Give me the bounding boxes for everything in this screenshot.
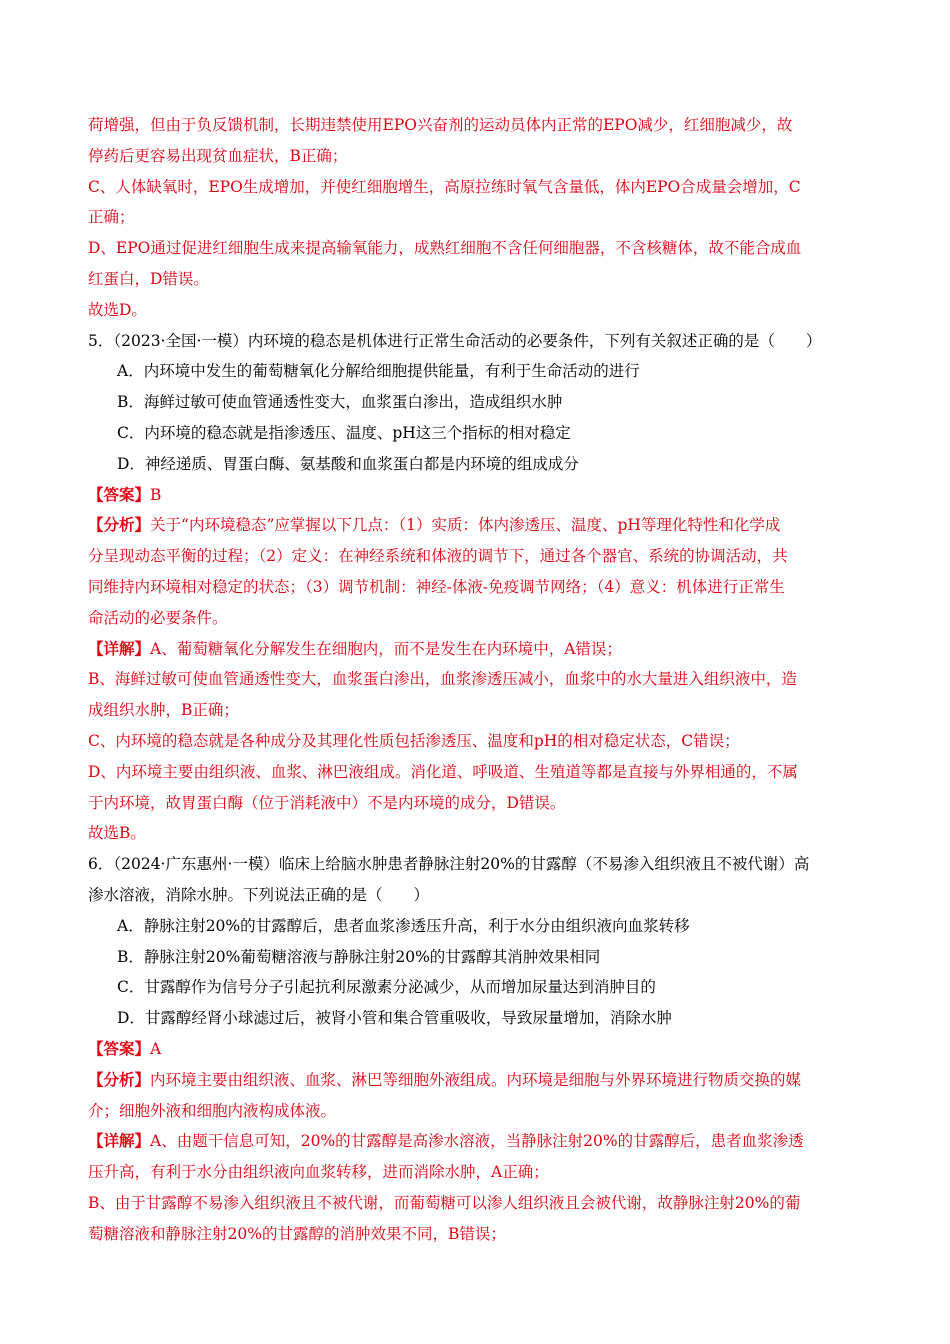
q5-detail-line: B、海鲜过敏可使血管通透性变大，血浆蛋白渗出，血浆渗透压减小，血浆中的水大量进入组织液中，造 [88,670,797,689]
q5-analysis-tag: 【分析】 [88,515,151,535]
q6-detail-line: 萄糖溶液和静脉注射20%的甘露醇的消肿效果不同，B错误； [88,1224,506,1243]
prev-answer-line: C、人体缺氧时，EPO生成增加，并使红细胞增生，高原拉练时氧气含量低，体内EPO合成量会增加，C [88,177,801,196]
q6-answer-tag: 【答案】 [88,1038,151,1058]
q6-detail-line: 压升高，有利于水分由组织液向血浆转移，进而消除水肿，A正确； [88,1163,549,1182]
q5-answer [88,480,860,511]
q6-detail-line: A、由题干信息可知，20%的甘露醇是高渗水溶液，当静脉注射20%的甘露醇后，患者血浆渗透 [150,1132,804,1151]
q6-analysis-line: 内环境主要由组织液、血浆、淋巴等细胞外液组成。内环境是细胞与外界环境进行物质交换的媒 [150,1070,802,1089]
q5-analysis-line: 命活动的必要条件。 [88,608,228,627]
q5-stem: 5．（2023·全国·一模）内环境的稳态是机体进行正常生命活动的必要条件，下列有关叙述正确的是（ ） [88,331,822,350]
q6-detail-line: B、由于甘露醇不易渗入组织液且不被代谢，而葡萄糖可以渗人组织液且会被代谢，故静脉注射20%的葡 [88,1193,801,1212]
q6-answer-value: A [150,1039,162,1058]
q6-option-b: B．静脉注射20%葡萄糖溶液与静脉注射20%的甘露醇其消肿效果相同 [117,947,601,966]
q5-detail-line: 成组织水肿，B正确； [88,701,239,720]
q5-detail-line: C、内环境的稳态就是各种成分及其理化性质包括渗透压、温度和pH的相对稳定状态，C错误； [88,731,740,750]
q6-option-c: C．甘露醇作为信号分子引起抗利尿激素分泌减少，从而增加尿量达到消肿目的 [117,978,656,997]
q6-analysis-tag: 【分析】 [88,1069,151,1089]
q5-conclusion: 故选B。 [88,824,146,843]
q6-analysis-line: 介；细胞外液和细胞内液构成体液。 [88,1101,337,1120]
q5-detail [88,634,860,665]
q5-option-b: B．海鲜过敏可使血管通透性变大，血浆蛋白渗出，造成组织水肿 [117,393,563,412]
q5-option-a: A．内环境中发生的葡萄糖氧化分解给细胞提供能量，有利于生命活动的进行 [117,362,640,381]
prev-answer-line: 荷增强，但由于负反馈机制，长期违禁使用EPO兴奋剂的运动员体内正常的EPO减少，红细胞减少，故 [88,116,793,134]
q5-detail-line: D、内环境主要由组织液、血浆、淋巴液组成。消化道、呼吸道、生殖道等都是直接与外界相通的，不属 [88,762,798,781]
q5-answer-tag: 【答案】 [88,484,151,504]
document-page [88,110,860,1249]
prev-answer-line: D、EPO通过促进红细胞生成来提高输氧能力，成熟红细胞不含任何细胞器，不含核糖体，故不能合成血 [88,239,802,258]
q5-analysis-line: 同维持内环境相对稳定的状态；（3）调节机制：神经-体液-免疫调节网络；（4）意义：机体进行正常生 [88,577,785,596]
q5-detail-tag: 【详解】 [88,638,151,658]
q6-analysis [88,1065,860,1096]
q5-analysis-line: 分呈现动态平衡的过程；（2）定义：在神经系统和体液的调节下，通过各个器官、系统的协调活动，共 [88,547,788,566]
q6-detail [88,1126,860,1157]
q6-option-a: A．静脉注射20%的甘露醇后，患者血浆渗透压升高，利于水分由组织液向血浆转移 [117,916,690,935]
prev-answer-conclusion: 故选D。 [88,300,147,319]
q5-detail-line: 于内环境，故胃蛋白酶（位于消耗液中）不是内环境的成分，D错误。 [88,793,566,812]
q5-option-c: C．内环境的稳态就是指渗透压、温度、pH这三个指标的相对稳定 [117,423,571,442]
prev-answer-line: 停药后更容易出现贫血症状，B正确； [88,146,348,165]
q6-answer [88,1034,860,1065]
q6-stem-line: 6．（2024·广东惠州·一模）临床上给脑水肿患者静脉注射20%的甘露醇（不易渗入组织液且不被代谢）高 [88,855,810,874]
q6-detail-tag: 【详解】 [88,1131,151,1151]
q5-detail-line: A、葡萄糖氧化分解发生在细胞内，而不是发生在内环境中，A错误； [150,639,622,658]
q5-answer-value: B [150,485,162,504]
prev-answer-line: 红蛋白，D错误。 [88,269,209,288]
q5-option-d: D．神经递质、胃蛋白酶、氨基酸和血浆蛋白都是内环境的组成成分 [117,454,579,473]
q6-option-d: D．甘露醇经肾小球滤过后，被肾小管和集合管重吸收，导致尿量增加，消除水肿 [117,1009,672,1028]
q6-stem-line: 渗水溶液，消除水肿。下列说法正确的是（ ） [88,885,430,904]
q5-analysis [88,510,860,541]
prev-answer-line: 正确； [88,208,135,227]
q5-analysis-line: 关于“内环境稳态”应掌握以下几点：（1）实质：体内渗透压、温度、pH等理化特性和化学成 [150,516,781,535]
